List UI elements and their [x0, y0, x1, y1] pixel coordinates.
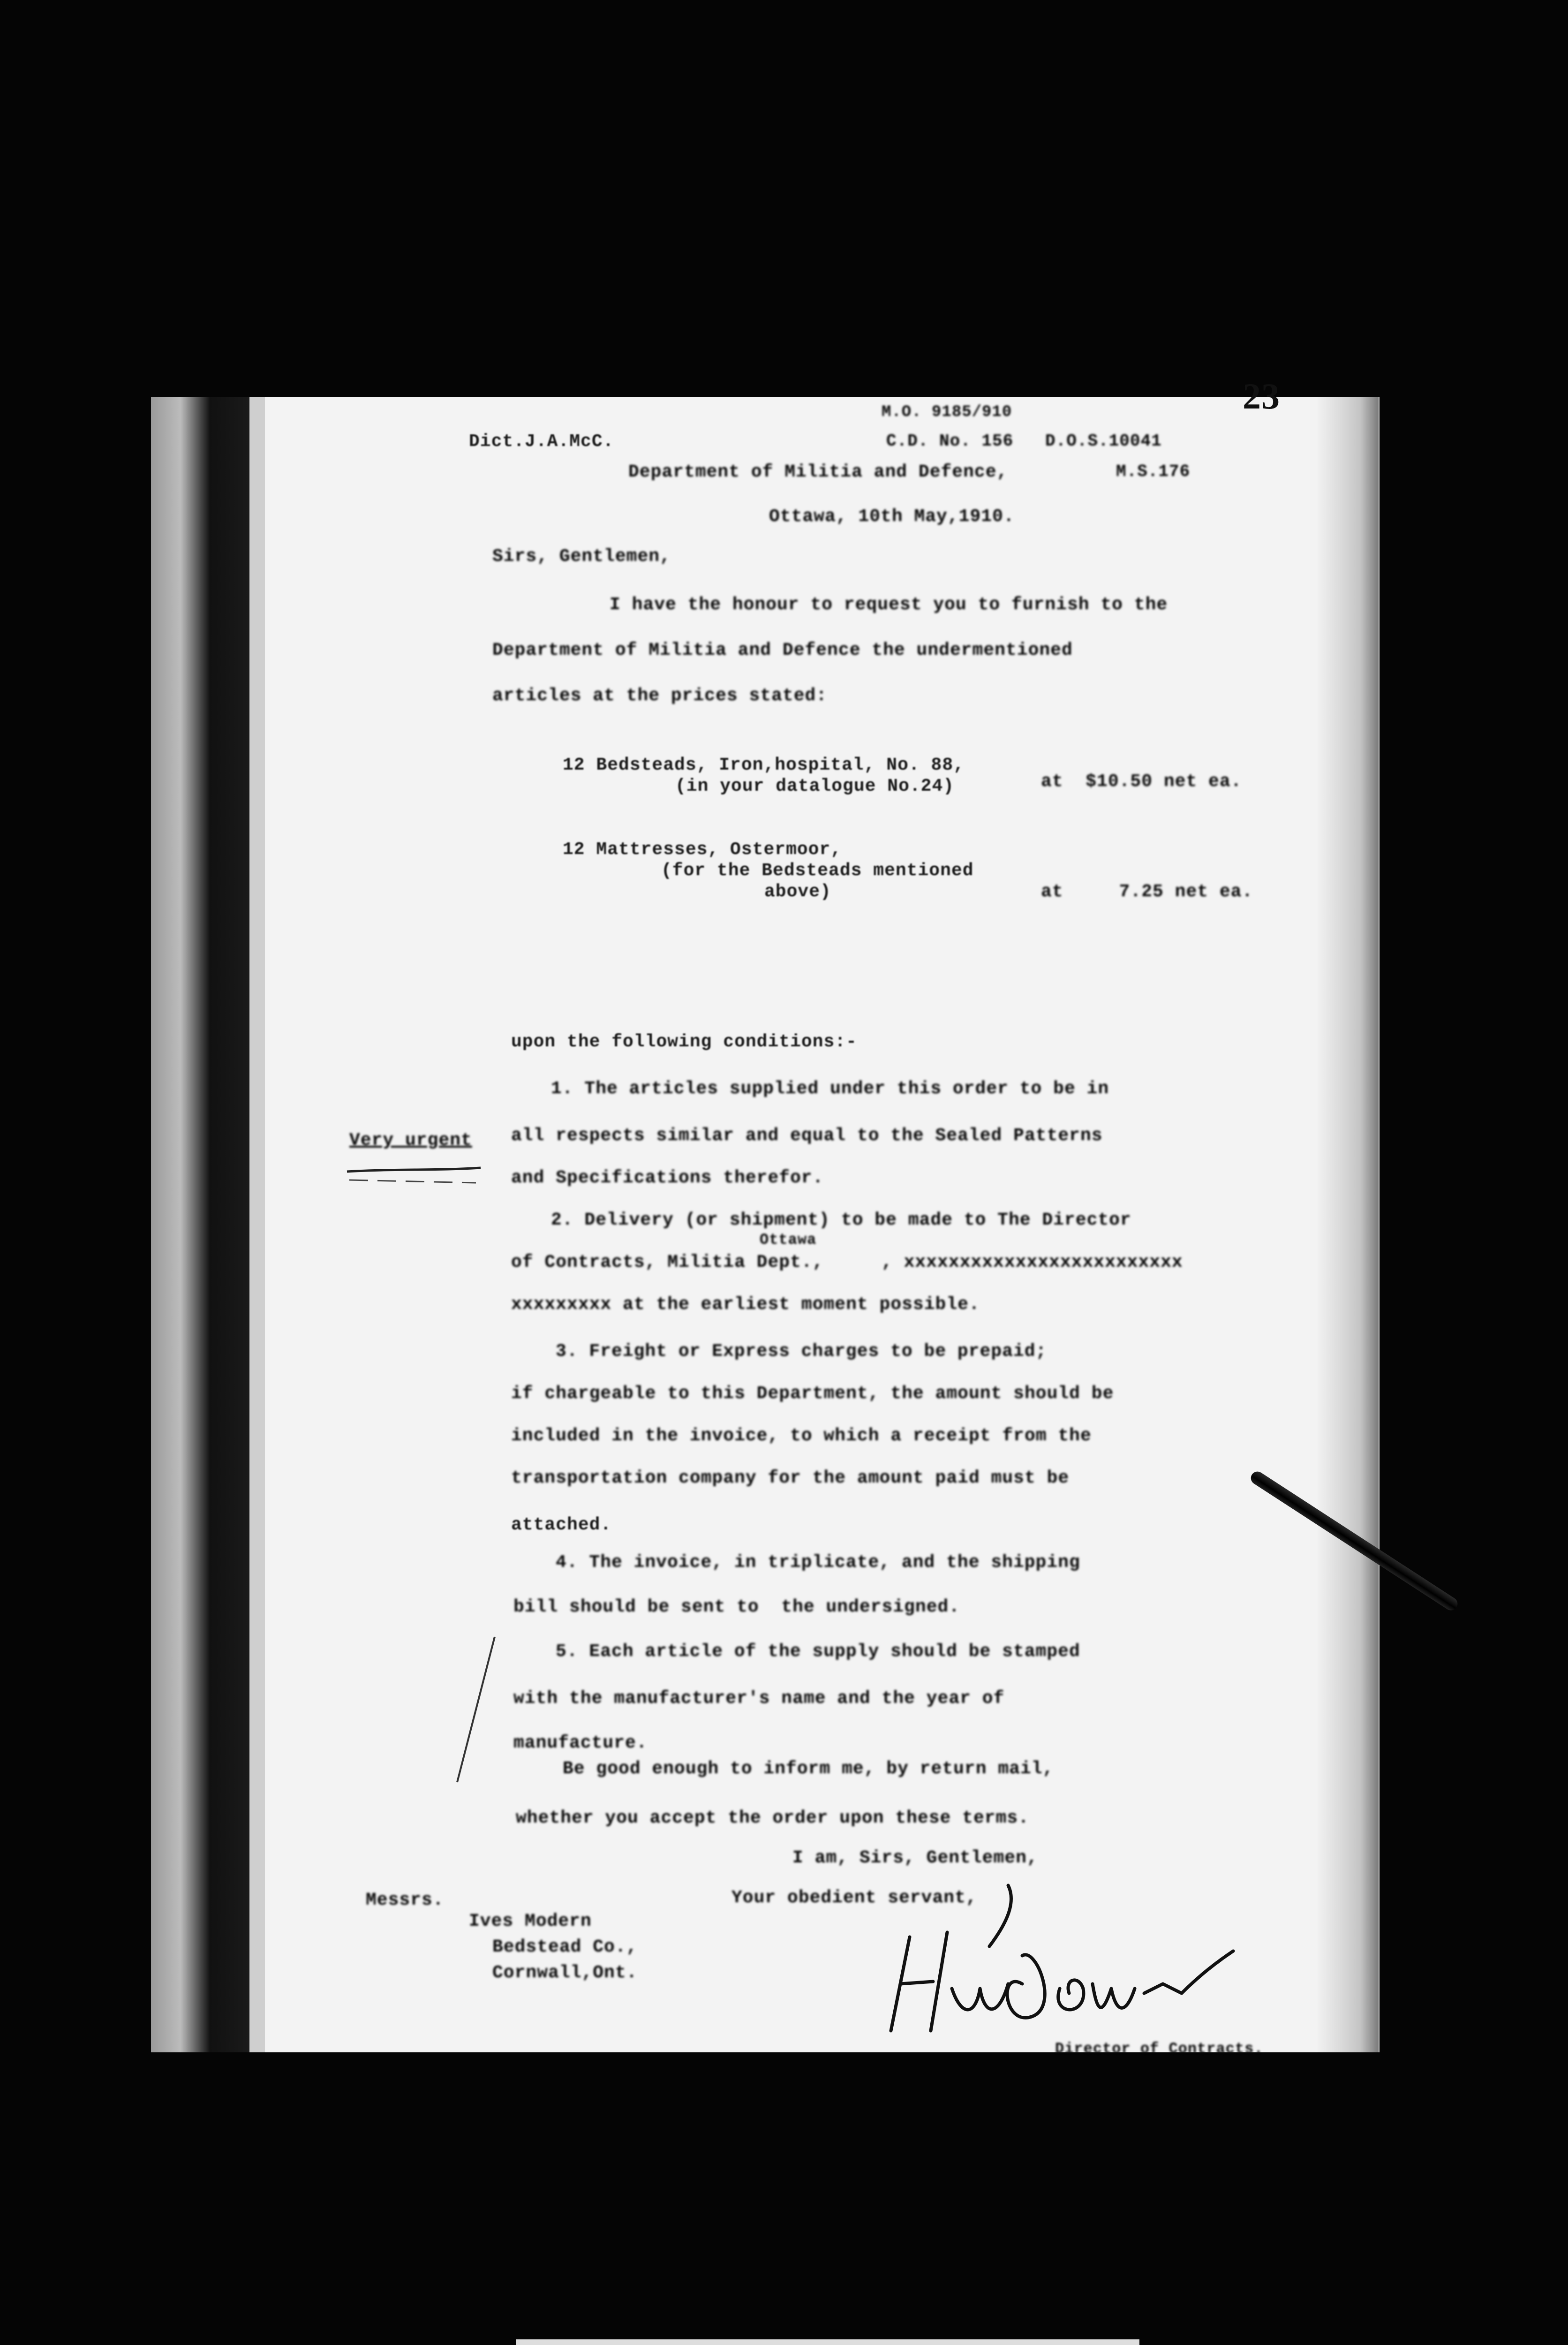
closing-line-4: Your obedient servant,: [731, 1888, 977, 1908]
addressee-line-3: Cornwall,Ont.: [492, 1963, 638, 1983]
condition-4-line-2: bill should be sent to the undersigned.: [513, 1597, 960, 1617]
signature-image: [882, 1876, 1238, 2050]
margin-note-underline: [345, 1162, 485, 1186]
condition-3-line-4: transportation company for the amount paid must be: [511, 1468, 1070, 1488]
margin-pencil-stroke: [450, 1632, 502, 1787]
condition-2-insert-ottawa: Ottawa: [760, 1231, 817, 1248]
file-reference-1: M.O. 9185/910: [882, 403, 1012, 421]
department-line: Department of Militia and Defence,: [628, 462, 1008, 482]
closing-line-2: whether you accept the order upon these terms.: [516, 1808, 1029, 1828]
condition-2-line-2: of Contracts, Militia Dept.,: [511, 1252, 824, 1272]
item-2-note-2: above): [764, 882, 831, 902]
condition-5-line-1: 5. Each article of the supply should be stamped: [556, 1642, 1080, 1662]
item-1-price: at $10.50 net ea.: [1041, 772, 1242, 792]
condition-3-line-3: included in the invoice, to which a receipt from the: [511, 1426, 1092, 1446]
item-2-price: at 7.25 net ea.: [1041, 882, 1253, 902]
condition-1-line-2: all respects similar and equal to the Sealed Patterns: [511, 1126, 1103, 1146]
archive-caption-card: [516, 2339, 1139, 2345]
condition-2-line-1: 2. Delivery (or shipment) to be made to The Director: [551, 1210, 1131, 1230]
addressee-prefix: Messrs.: [366, 1890, 444, 1910]
condition-1-line-1: 1. The articles supplied under this order to be in: [551, 1079, 1109, 1099]
salutation: Sirs, Gentlemen,: [492, 546, 671, 567]
intro-line-2: Department of Militia and Defence the undermentioned: [492, 640, 1073, 660]
addressee-line-1: Ives Modern: [469, 1911, 592, 1931]
page-edge-right: [1318, 397, 1379, 2052]
file-reference-2: C.D. No. 156 D.O.S.10041: [886, 431, 1162, 451]
intro-line-1: I have the honour to request you to furnish to the: [610, 595, 1168, 615]
signatory-title: Director of Contracts.: [1055, 2040, 1264, 2058]
condition-5-line-3: manufacture.: [513, 1733, 648, 1753]
binding-gutter: [151, 397, 249, 2052]
dictation-initials: Dict.J.A.McC.: [469, 431, 614, 452]
margin-note-urgent: Very urgent: [349, 1130, 472, 1150]
intro-line-3: articles at the prices stated:: [492, 686, 828, 706]
place-date: Ottawa, 10th May,1910.: [769, 507, 1015, 527]
condition-4-line-1: 4. The invoice, in triplicate, and the shipping: [556, 1552, 1080, 1573]
condition-1-line-3: and Specifications therefor.: [511, 1168, 824, 1188]
addressee-line-2: Bedstead Co.,: [492, 1937, 638, 1957]
condition-2-struck-text: , xxxxxxxxxxxxxxxxxxxxxxxxx: [882, 1252, 1183, 1272]
item-2-description: 12 Mattresses, Ostermoor,: [563, 840, 842, 860]
conditions-heading: upon the following conditions:-: [511, 1032, 857, 1052]
file-reference-3: M.S.176: [1116, 462, 1191, 481]
condition-3-line-2: if chargeable to this Department, the amount should be: [511, 1384, 1114, 1404]
item-2-note-1: (for the Bedsteads mentioned: [661, 861, 974, 881]
closing-line-1: Be good enough to inform me, by return mail,: [563, 1759, 1054, 1779]
condition-5-line-2: with the manufacturer's name and the year of: [513, 1688, 1005, 1709]
item-1-description: 12 Bedsteads, Iron,hospital, No. 88,: [563, 755, 965, 775]
condition-3-line-1: 3. Freight or Express charges to be prepaid;: [556, 1341, 1047, 1362]
item-1-catalogue: (in your datalogue No.24): [675, 776, 955, 796]
closing-line-3: I am, Sirs, Gentlemen,: [792, 1848, 1038, 1868]
condition-3-line-5: attached.: [511, 1515, 612, 1535]
folio-number: 23: [1243, 376, 1280, 416]
condition-2-line-3: xxxxxxxxx at the earliest moment possible.: [511, 1294, 980, 1315]
